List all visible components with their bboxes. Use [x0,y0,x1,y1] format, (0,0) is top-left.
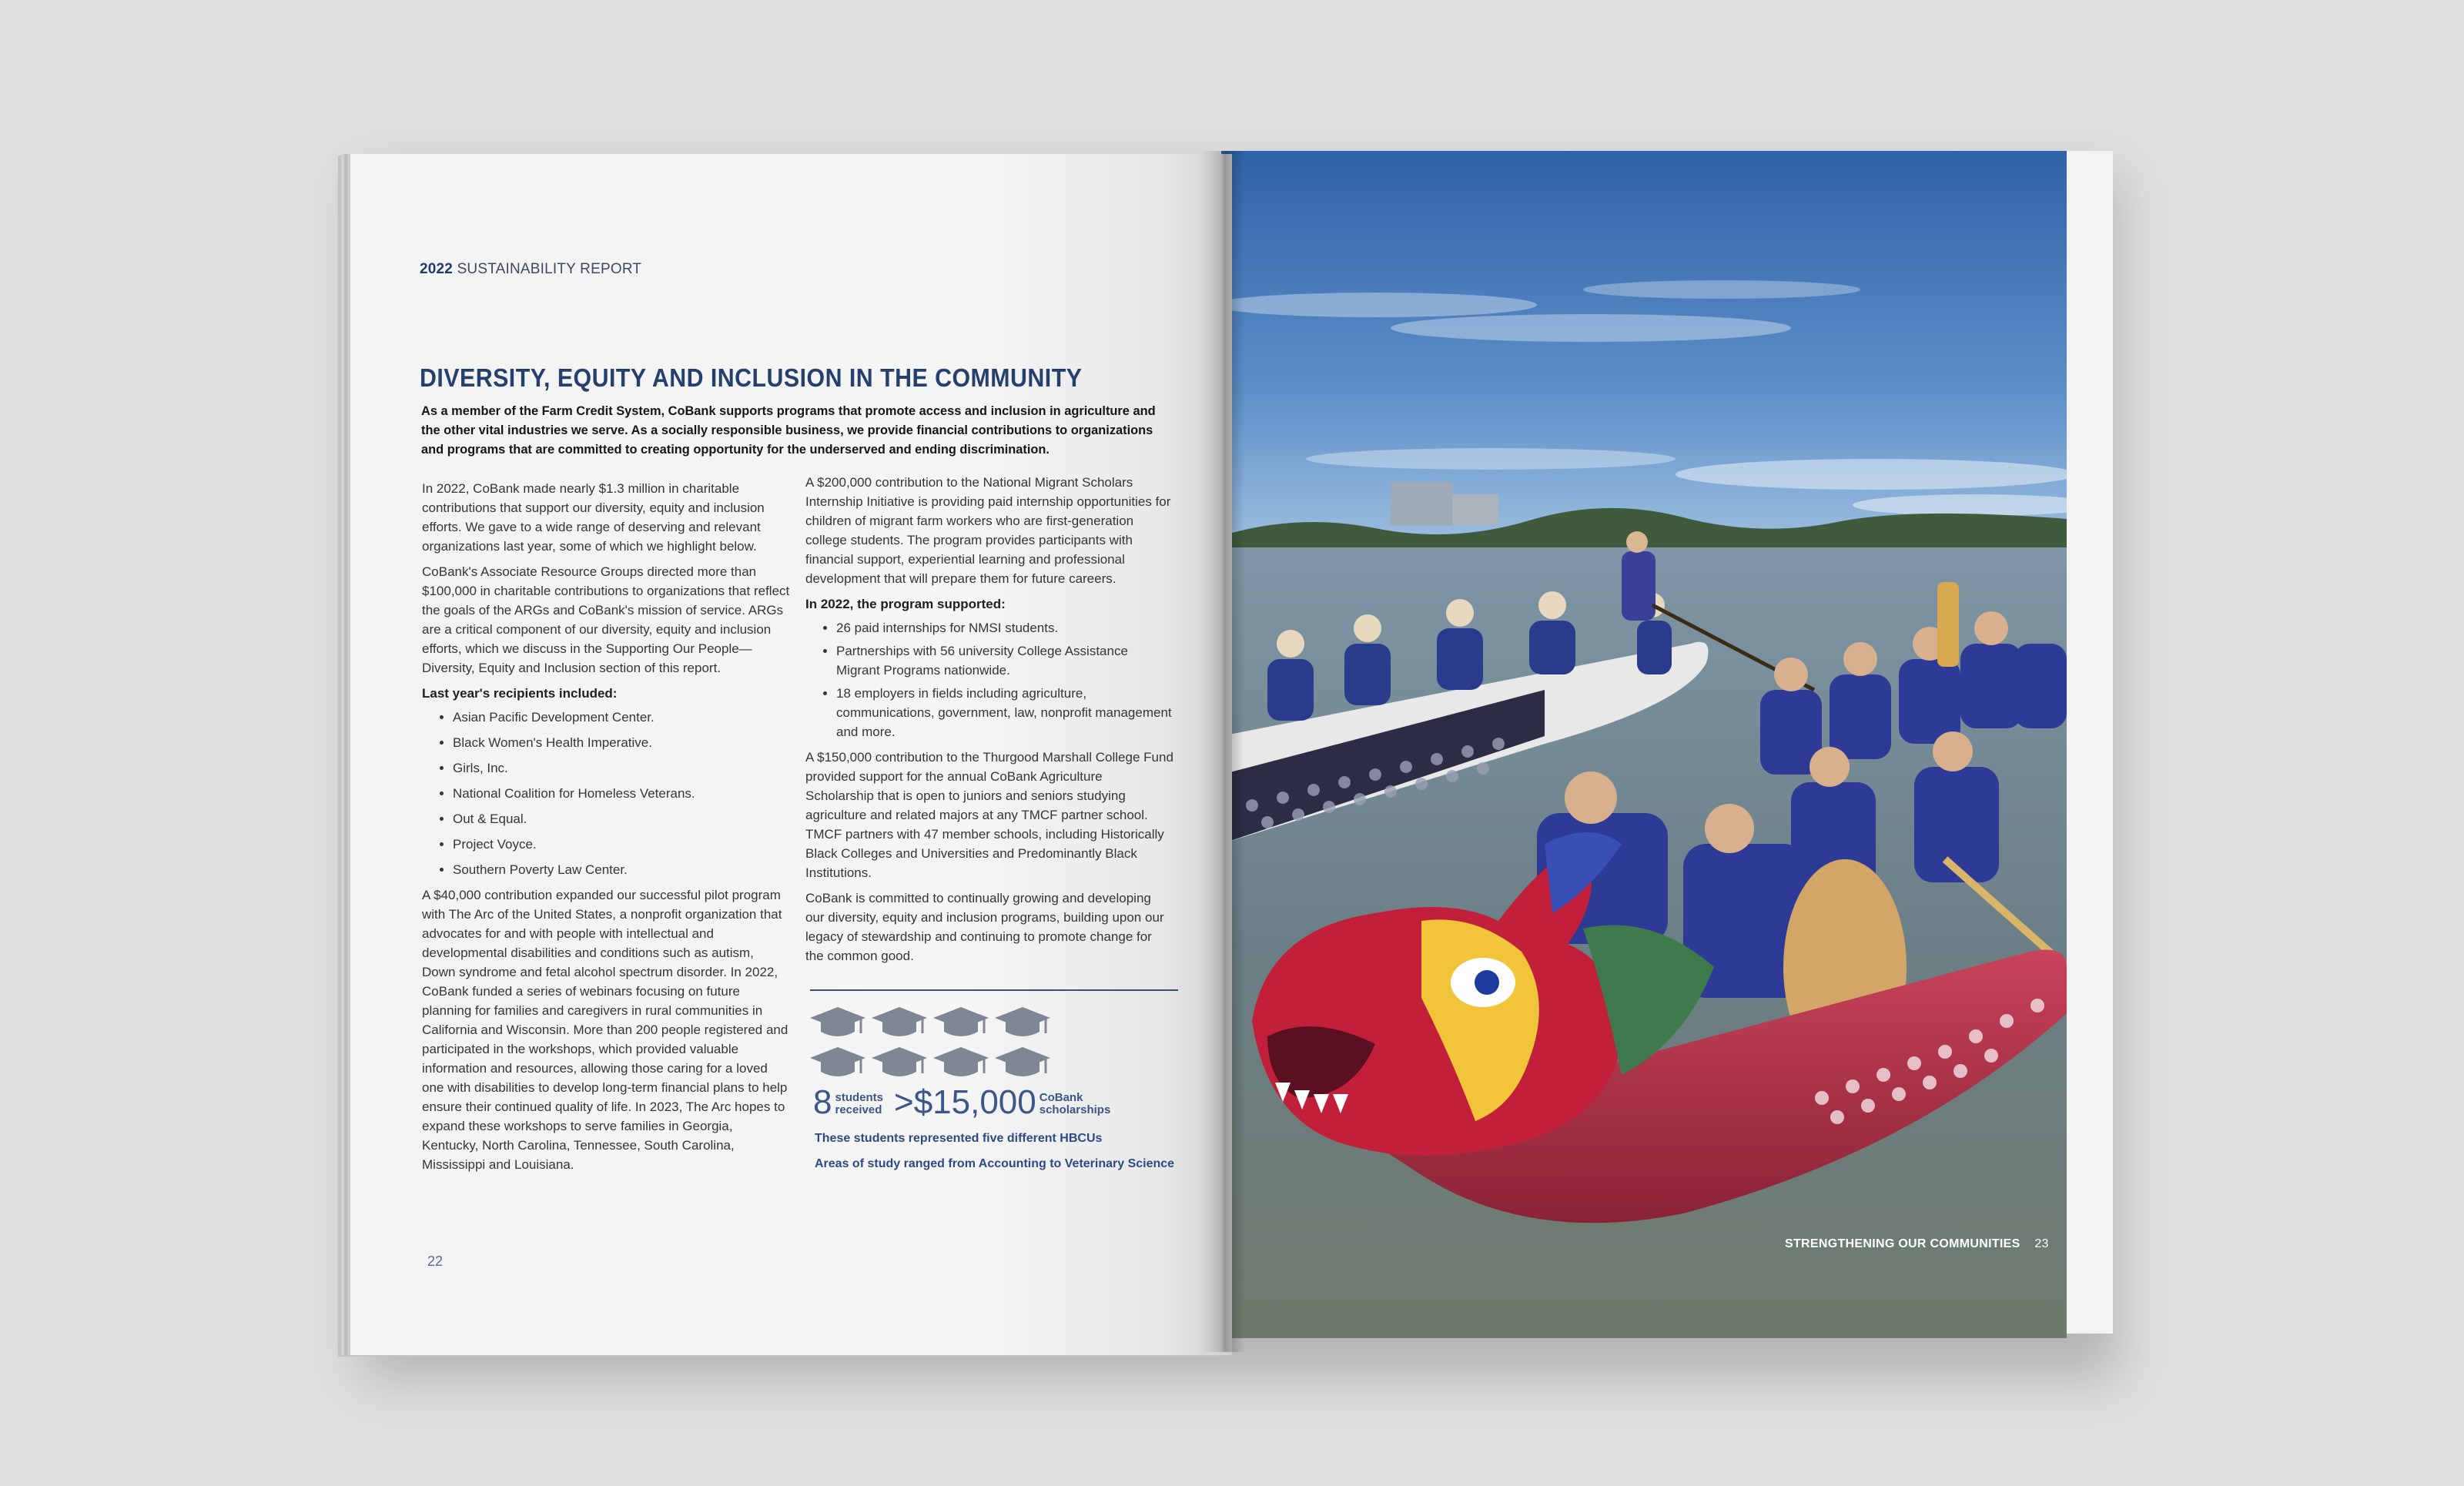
list-item: • Girls, Inc. [453,758,790,778]
text-column-2 [805,473,1173,972]
graduation-cap-icon [933,1007,989,1036]
graduation-cap-icon [995,1047,1050,1076]
graduation-cap-icon [995,1007,1050,1036]
amount-label [1040,1092,1111,1116]
stat-note-study-areas: Areas of study ranged from Accounting to Veterinary Science [815,1157,1175,1170]
list-item: • 18 employers in fields including agriculture, communications, government, law, nonprofit management and more. [836,684,1173,741]
stats-divider [810,989,1178,991]
list-item: • Southern Poverty Law Center. [453,860,790,879]
spine-shadow [1201,151,1244,1352]
amount-label-line2: scholarships [1039,1103,1111,1116]
recipients-list [422,708,790,879]
paragraph: CoBank's Associate Resource Groups directed more than $100,000 in charitable contributions to organizations that reflect the goals of the ARGs and CoBank's mission of service. ARGs are a critical component of our diversity, equity and inclusion efforts, which we discuss in the Supporting Our People—Diversity, Equity and Inclusion section of this report. [422,564,790,675]
scholarship-stats [813,1083,1121,1121]
section-name: STRENGTHENING OUR COMMUNITIES [1785,1237,2020,1250]
stat-note-hbcus: These students represented five different HBCUs [815,1132,1103,1145]
list-item: • Partnerships with 56 university College Assistance Migrant Programs nationwide. [836,641,1173,680]
list-item: • Project Voyce. [453,835,790,854]
report-name: SUSTAINABILITY REPORT [457,261,642,277]
recipients-heading: Last year's recipients included: [422,686,618,701]
students-label-line1: students [835,1091,883,1104]
paragraph: A $40,000 contribution expanded our successful pilot program with The Arc of the United States, a nonprofit organization that advocates for and with people with intellectual and developmental disabilities and conditions such as autism, Down syndrome and fetal alcohol spectrum disorder. In 2022, CoBank funded a series of webinars focusing on future planning for families and caregivers in rural communities in California and Wisconsin. More than 200 people registered and participated in the workshops, which provided valuable information and resources, allowing those caring for a loved one with disabilities to develop long-term financial plans to help ensure their continued quality of life. In 2023, The Arc hopes to expand these workshops to serve families in Georgia, Kentucky, North Carolina, Tennessee, South Carolina, Mississippi and Louisiana. [422,888,788,1172]
graduation-cap-icon [810,1007,865,1036]
program-list [805,618,1173,741]
list-item: • Asian Pacific Development Center. [453,708,790,727]
paragraph: A $200,000 contribution to the National Migrant Scholars Internship Initiative is providing paid internship opportunities for children of migrant farm workers who are first-generation college students. The program provides participants with financial support, experiential learning and professional development that will prepare them for future careers. [805,475,1171,586]
report-header [420,261,641,278]
report-year: 2022 [420,261,454,277]
list-item: • Out & Equal. [453,809,790,828]
intro-paragraph: As a member of the Farm Credit System, CoBank supports programs that promote access and inclusion in agriculture and the other vital industries we serve. As a socially responsible business, we provide financial contributions to organizations and programs that are committed to creating opportunity for the underserved and ending discrimination. [421,404,1156,457]
list-item: • National Coalition for Homeless Veterans. [453,784,790,803]
text-column-1 [422,479,790,1180]
paragraph: A $150,000 contribution to the Thurgood Marshall College Fund provided support for the annual CoBank Agriculture Scholarship that is open to juniors and seniors studying agriculture and related majors at any TMCF partner school. TMCF partners with 47 member schools, including Historically Black Colleges and Universities and Predominantly Black Institutions. [805,750,1173,880]
graduation-cap-icon [872,1047,927,1076]
right-page-footer [1785,1237,2049,1251]
dragon-boat-photo [1221,151,2067,1338]
page-number-right: 23 [2034,1237,2049,1250]
page-title: DIVERSITY, EQUITY AND INCLUSION IN THE COMMUNITY [420,363,1083,392]
students-label-line2: received [835,1103,882,1116]
graduation-cap-icon [810,1047,865,1076]
page-number-left: 22 [427,1253,444,1269]
program-heading: In 2022, the program supported: [805,597,1006,611]
amount-label-line1: CoBank [1039,1091,1083,1104]
graduation-cap-icon [872,1007,927,1036]
paragraph: CoBank is committed to continually growing and developing our diversity, equity and inclusion programs, building upon our legacy of stewardship and continuing to promote change for the common good. [805,891,1164,963]
paragraph: In 2022, CoBank made nearly $1.3 million in charitable contributions that support our diversity, equity and inclusion efforts. We gave to a wide range of deserving and relevant organizations last year, some of which we highlight below. [422,481,765,554]
graduation-caps-graphic [808,1006,1063,1083]
list-item: • 26 paid internships for NMSI students. [836,618,1173,638]
graduation-cap-icon [933,1047,989,1076]
list-item: • Black Women's Health Imperative. [453,733,790,752]
students-count: 8 [813,1083,832,1121]
scholarship-amount: >$15,000 [894,1083,1036,1121]
students-label [835,1092,883,1116]
